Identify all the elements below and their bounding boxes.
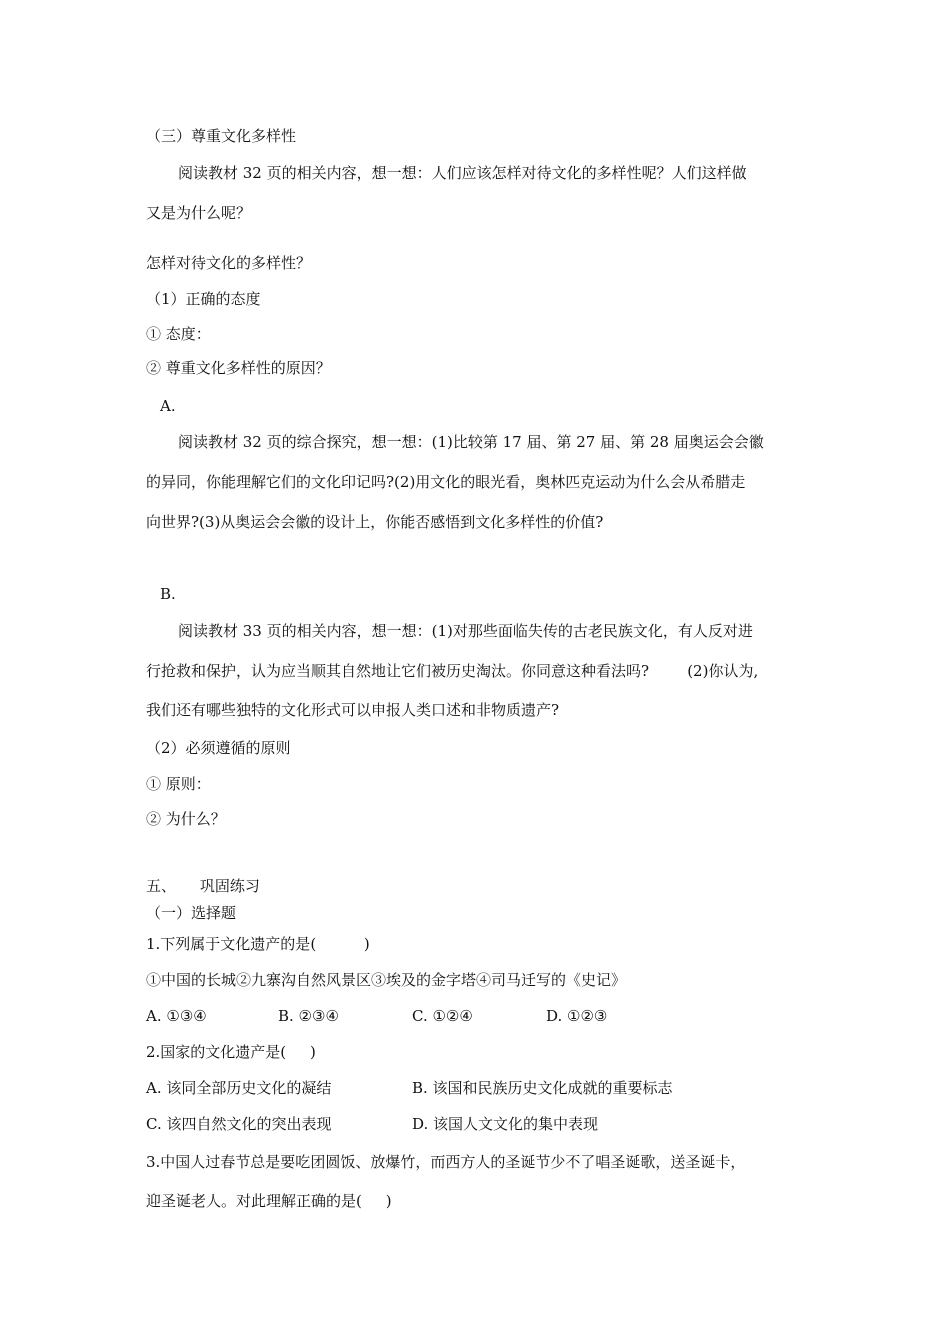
q1-option-c: C. ①②④: [412, 1007, 473, 1025]
choice-heading: （一）选择题: [146, 904, 237, 922]
label-a: A.: [160, 397, 176, 415]
subsection-heading: （1）正确的态度: [146, 290, 261, 308]
question-3-cont: 迎圣诞老人。对此理解正确的是( ): [146, 1192, 392, 1210]
q2-option-a: A. 该同全部历史文化的凝结: [146, 1079, 332, 1097]
item-attitude: ① 态度：: [146, 325, 211, 343]
question-1: 1.下列属于文化遗产的是( ): [146, 935, 370, 953]
q1-option-b: B. ②③④: [278, 1007, 339, 1025]
question-3: 3.中国人过春节总是要吃团圆饭、放爆竹，而西方人的圣诞节少不了唱圣诞歌，送圣诞卡，: [146, 1153, 746, 1171]
reading-prompt-a-cont2: 向世界?(3)从奥运会会徽的设计上，你能否感悟到文化多样性的价值?: [146, 513, 604, 531]
label-b: B.: [160, 585, 176, 603]
reading-prompt-b-cont1: 行抢救和保护，认为应当顺其自然地让它们被历史淘汰。你同意这种看法吗? (2)你认为,: [146, 662, 759, 680]
reading-prompt: 阅读教材 32 页的相关内容，想一想：人们应该怎样对待文化的多样性呢？人们这样做: [178, 164, 747, 182]
reading-prompt-cont: 又是为什么呢？: [146, 204, 252, 222]
q2-option-b: B. 该国和民族历史文化成就的重要标志: [412, 1079, 673, 1097]
reading-prompt-b-cont2: 我们还有哪些独特的文化形式可以申报人类口述和非物质遗产?: [146, 701, 560, 719]
q2-option-d: D. 该国人文文化的集中表现: [412, 1115, 599, 1133]
q1-option-a: A. ①③④: [146, 1007, 207, 1025]
subsection-heading-2: （2）必须遵循的原则: [146, 739, 291, 757]
item-why: ② 为什么？: [146, 810, 226, 828]
reading-prompt-b: 阅读教材 33 页的相关内容，想一想：(1)对那些面临失传的古老民族文化，有人反对进: [178, 622, 753, 640]
exercise-heading: 五、 巩固练习: [146, 877, 260, 895]
section-heading: （三）尊重文化多样性: [146, 127, 297, 145]
q2-option-c: C. 该四自然文化的突出表现: [146, 1115, 332, 1133]
reading-prompt-a-cont1: 的异同，你能理解它们的文化印记吗?(2)用文化的眼光看，奥林匹克运动为什么会从希腊走: [146, 473, 746, 491]
question-1-items: ①中国的长城②九寨沟自然风景区③埃及的金字塔④司马迁写的《史记》: [146, 971, 627, 989]
question-2: 2.国家的文化遗产是( ): [146, 1043, 316, 1061]
q1-option-d: D. ①②③: [546, 1007, 608, 1025]
question-heading: 怎样对待文化的多样性？: [146, 254, 312, 272]
reading-prompt-a: 阅读教材 32 页的综合探究，想一想：(1)比较第 17 届、第 27 届、第 28 届奥运会会徽: [178, 433, 764, 451]
item-principle: ① 原则：: [146, 775, 211, 793]
item-reason: ② 尊重文化多样性的原因？: [146, 359, 331, 377]
